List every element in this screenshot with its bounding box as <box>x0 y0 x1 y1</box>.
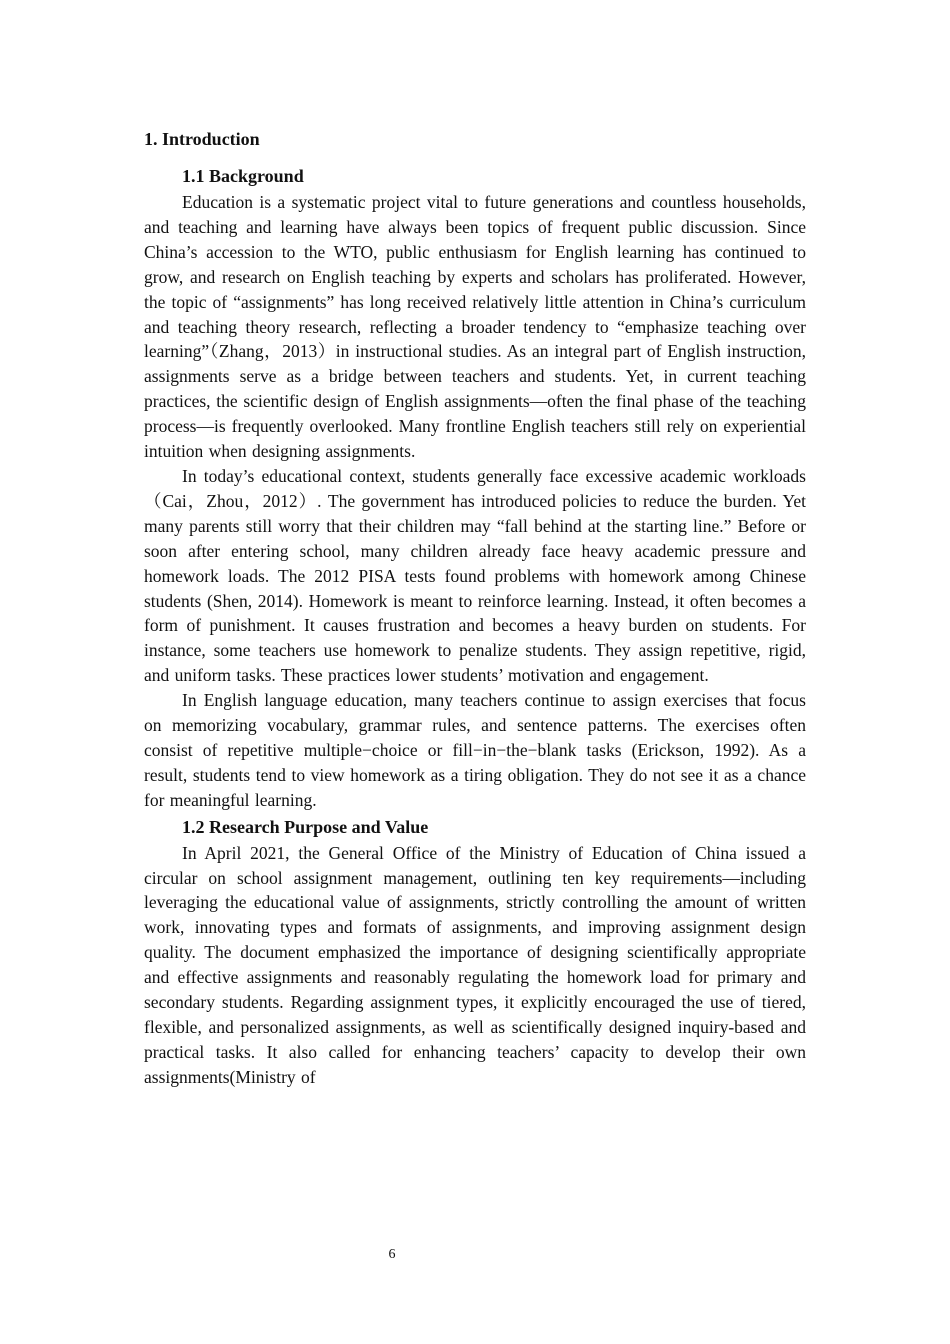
section-heading-introduction: 1. Introduction <box>144 129 260 149</box>
subsection-heading-research-purpose: 1.2 Research Purpose and Value <box>182 816 429 837</box>
page-number: 6 <box>388 1247 396 1262</box>
subsection-heading-background: 1.1 Background <box>182 166 304 186</box>
page-content <box>144 126 806 1090</box>
subsection-background <box>144 162 806 813</box>
subsection-research-purpose <box>144 813 806 1090</box>
paragraph: Education is a systematic project vital to future generations and countless households, and teaching and learning have always been topics of frequent public discussion. Since China’s accession to the WTO, public enthusiasm for English learning has continued to grow, and research on English teaching by experts and scholars has proliferated. However, the topic of “assignments” has long received relatively little attention in China’s curriculum and teaching theory research, reflecting a broader tendency to “emphasize teaching over learning”（Zhang，2013）in instructional studies. As an integral part of English instruction, assignments serve as a bridge between teachers and students. Yet, in current teaching practices, the scientific design of English assignments—often the final phase of the teaching process—is frequently overlooked. Many frontline English teachers still rely on experiential intuition when designing assignments. <box>144 192 806 462</box>
paragraph: In English language education, many teachers continue to assign exercises that focus on memorizing vocabulary, grammar rules, and sentence patterns. The exercises often consist of repetitive multiple−choice or fill−in−the−blank tasks (Erickson, 1992). As a result, students tend to view homework as a tiring obligation. They do not see it as a chance for meaningful learning. <box>144 690 806 810</box>
paragraph: In today’s educational context, students generally face excessive academic workloads（Cai，Zhou，2012）. The government has introduced policies to reduce the burden. Yet many parents still worry that their children may “fall behind at the starting line.” Before or soon after entering school, many children already face heavy academic pressure and homework loads. The 2012 PISA tests found problems with homework among Chinese students (Shen, 2014). Homework is meant to reinforce learning. Instead, it often becomes a form of punishment. It causes frustration and becomes a heavy burden on students. For instance, some teachers use homework to penalize students. They assign repetitive, rigid, and uniform tasks. These practices lower students’ motivation and engagement. <box>144 465 806 686</box>
paragraph: In April 2021, the General Office of the Ministry of Education of China issued a circular on school assignment management, outlining ten key requirements—including leveraging the educational value of assignments, strictly controlling the amount of written work, innovating types and formats of assignments, and improving assignment design quality. The document emphasized the importance of designing scientifically appropriate and effective assignments and reasonably regulating the homework load for primary and secondary students. Regarding assignment types, it explicitly encouraged the use of tiered, flexible, and personalized assignments, as well as scientifically designed inquiry-based and practical tasks. It also called for enhancing teachers’ capacity to develop their own assignments(Ministry of <box>144 842 806 1087</box>
